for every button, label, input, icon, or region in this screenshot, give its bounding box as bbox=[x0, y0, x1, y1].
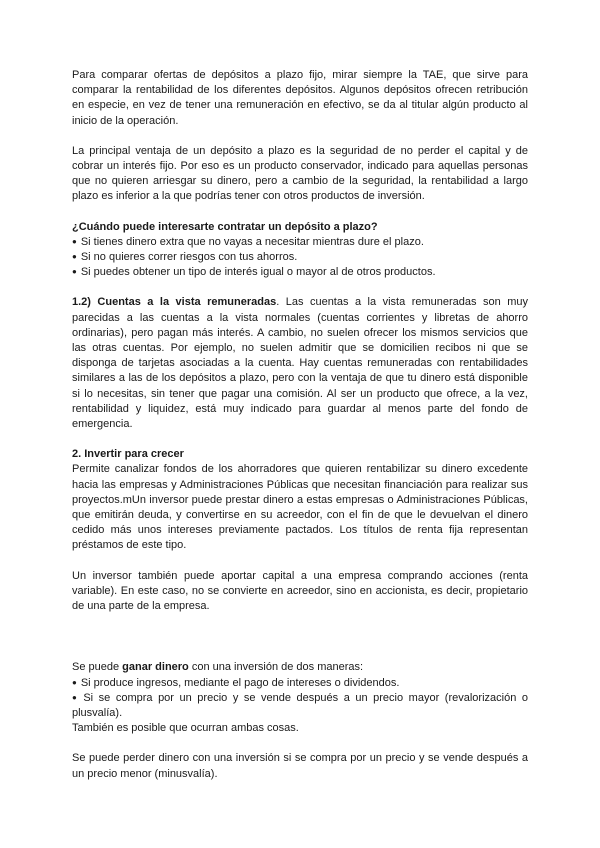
paragraph-invertir: Permite canalizar fondos de los ahorradores que quieren rentabilizar su dinero excedente hacia las empresas y Administraciones Públicas que necesitan financiación para realizar sus proyectos.mUn inversor puede prestar dinero a estas empresas o Administraciones Públicas, que emitirán deuda, y convertirse en su acreedor, con el fin de que le devuelvan el dinero cedido más unos intereses previamente pactados. Los títulos de renta fija representan préstamos de este tipo. bbox=[72, 463, 528, 552]
list-item: ● Si no quieres correr riesgos con tus ahorros. bbox=[72, 250, 528, 265]
text: con una inversión de dos maneras: bbox=[188, 661, 364, 674]
section-title: 1.2) Cuentas a la vista remuneradas bbox=[72, 296, 277, 309]
section-text: . Las cuentas a la vista remuneradas son muy parecidas a las cuentas a la vista normales (cuentas corrientes y libretas de ahorro ordinarias), pero pagan más interés. A cambio, no suelen ofrecer los mismos servicios que las otras cuentas. Por ejemplo, no suelen admitir que se domicilien recibos ni que se disponga de tarjetas asociadas a la cuenta. Hay cuentas remuneradas con rentabilidades similares a las de los depósitos a plazo, pero con la ventaja de que tu dinero está disponible si lo necesitas, sin tener que pagar una comisión. Al ser un producto que ofrece, a la vez, rentabilidad y liquidez, está muy indicado para guardar al menos parte del fondo de emergencia. bbox=[72, 296, 528, 431]
list-item: ● Si puedes obtener un tipo de interés igual o mayor al de otros productos. bbox=[72, 265, 528, 280]
heading-cuando-interesa: ¿Cuándo puede interesarte contratar un depósito a plazo? bbox=[72, 220, 378, 233]
text: Se puede bbox=[72, 661, 123, 674]
paragraph-acciones: Un inversor también puede aportar capital a una empresa comprando acciones (renta variable). En este caso, no se convierte en acreedor, sino en accionista, es decir, propietario de una parte de la empresa. bbox=[72, 569, 528, 613]
list-item: ● Si produce ingresos, mediante el pago de intereses o dividendos. bbox=[72, 676, 528, 691]
heading-invertir: 2. Invertir para crecer bbox=[72, 448, 184, 461]
list-item: ● Si se compra por un precio y se vende después a un precio mayor (revalorización o plusvalía). bbox=[72, 691, 528, 721]
paragraph-tae: Para comparar ofertas de depósitos a plazo fijo, mirar siempre la TAE, que sirve para comparar la rentabilidad de los diferentes depósitos. Algunos depósitos ofrecen retribución en especie, en vez de tener una remuneración en efectivo, se da al titular algún producto al inicio de la operación. bbox=[72, 69, 528, 127]
paragraph-ambas: También es posible que ocurran ambas cosas. bbox=[72, 722, 299, 735]
section-cuentas-remuneradas bbox=[72, 295, 528, 432]
paragraph-perder: Se puede perder dinero con una inversión si se compra por un precio y se vende después a un precio menor (minusvalía). bbox=[72, 752, 528, 780]
list-item: ● Si tienes dinero extra que no vayas a necesitar mientras dure el plazo. bbox=[72, 235, 528, 250]
paragraph-ganar bbox=[72, 660, 528, 675]
bold-term: ganar dinero bbox=[122, 661, 189, 674]
paragraph-ventaja: La principal ventaja de un depósito a plazo es la seguridad de no perder el capital y de cobrar un interés fijo. Por eso es un producto conservador, indicado para aquellas personas que no quieren arriesgar su dinero, pero a cambio de la seguridad, la rentabilidad a largo plazo es inferior a la que podrías tener con otros productos de inversión. bbox=[72, 144, 528, 203]
